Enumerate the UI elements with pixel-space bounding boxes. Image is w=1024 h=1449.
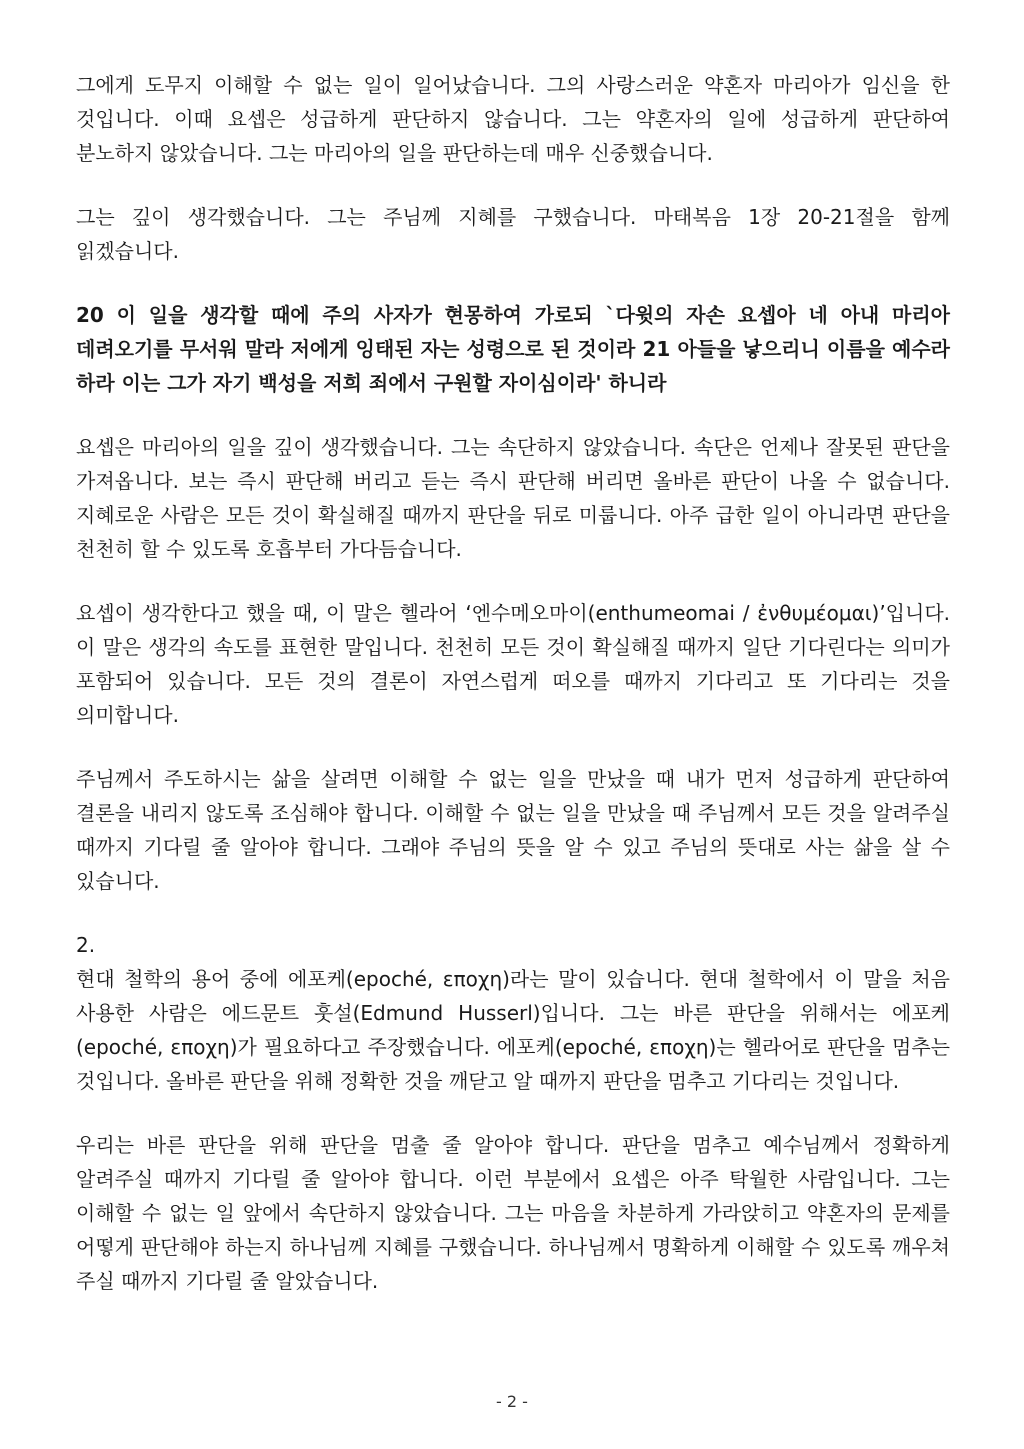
paragraph-enthumeomai: 요셉이 생각한다고 했을 때, 이 말은 헬라어 ‘엔수메오마이(enthumeomai / ἐνθυμέομαι)’입니다. 이 말은 생각의 속도를 표현한 말입니다. 천천히 모든 것이 확실해질 때까지 일단 기다린다는 의미가 포함되어 있습니다. 모든 것의 결론이 자연스럽게 떠오를 때까지 기다리고 또 기다리는 것을 의미합니다. — [76, 601, 950, 727]
paragraph-lord-led-life: 주님께서 주도하시는 삶을 살려면 이해할 수 없는 일을 만났을 때 내가 먼저 성급하게 판단하여 결론을 내리지 않도록 조심해야 합니다. 이해할 수 없는 일을 만났을 때 주님께서 모든 것을 알려주실 때까지 기다릴 줄 알아야 합니다. 그래야 주님의 뜻을 알 수 있고 주님의 뜻대로 사는 삶을 살 수 있습니다. — [76, 767, 950, 893]
document-body — [76, 68, 950, 1328]
paragraph-epoche: 현대 철학의 용어 중에 에포케(epoché, εποχη)라는 말이 있습니다. 현대 철학에서 이 말을 처음 사용한 사람은 에드문트 훗설(Edmund Husserl)입니다. 그는 바른 판단을 위해서는 에포케(epoché, εποχη)가 필요하다고 주장했습니다. 에포케(epoché, εποχη)는 헬라어로 판단을 멈추는 것입니다. 올바른 판단을 위해 정확한 것을 깨닫고 알 때까지 판단을 멈추고 기다리는 것입니다. — [76, 967, 950, 1093]
page-number: - 2 - — [496, 1392, 528, 1411]
section-number: 2. — [76, 933, 96, 957]
paragraph-stop-judgment: 우리는 바른 판단을 위해 판단을 멈출 줄 알아야 합니다. 판단을 멈추고 예수님께서 정확하게 알려주실 때까지 기다릴 줄 알아야 합니다. 이런 부분에서 요셉은 아주 탁월한 사람입니다. 그는 이해할 수 없는 일 앞에서 속단하지 않았습니다. 그는 마음을 차분하게 가라앉히고 약혼자의 문제를 어떻게 판단해야 하는지 하나님께 지혜를 구했습니다. 하나님께서 명확하게 이해할 수 있도록 깨우쳐 주실 때까지 기다릴 줄 알았습니다. — [76, 1133, 950, 1293]
paragraph-joseph-intro: 그에게 도무지 이해할 수 없는 일이 일어났습니다. 그의 사랑스러운 약혼자 마리아가 임신을 한 것입니다. 이때 요셉은 성급하게 판단하지 않습니다. 그는 약혼자의 일에 성급하게 판단하여 분노하지 않았습니다. 그는 마리아의 일을 판단하는데 매우 신중했습니다. — [76, 73, 950, 165]
paragraph-hasty-judgment: 요셉은 마리아의 일을 깊이 생각했습니다. 그는 속단하지 않았습니다. 속단은 언제나 잘못된 판단을 가져옵니다. 보는 즉시 판단해 버리고 듣는 즉시 판단해 버리면 올바른 판단이 나올 수 없습니다. 지혜로운 사람은 모든 것이 확실해질 때까지 판단을 뒤로 미룹니다. 아주 급한 일이 아니라면 판단을 천천히 할 수 있도록 호흡부터 가다듬습니다. — [76, 435, 950, 561]
scripture-quote: 20 이 일을 생각할 때에 주의 사자가 현몽하여 가로되 `다윗의 자손 요셉아 네 아내 마리아 데려오기를 무서워 말라 저에게 잉태된 자는 성령으로 된 것이라 21 아들을 낳으리니 이름을 예수라 하라 이는 그가 자기 백성을 저희 죄에서 구원할 자이심이라' 하니라 — [76, 303, 950, 395]
paragraph-deep-thought: 그는 깊이 생각했습니다. 그는 주님께 지혜를 구했습니다. 마태복음 1장 20-21절을 함께 읽겠습니다. — [76, 205, 950, 263]
